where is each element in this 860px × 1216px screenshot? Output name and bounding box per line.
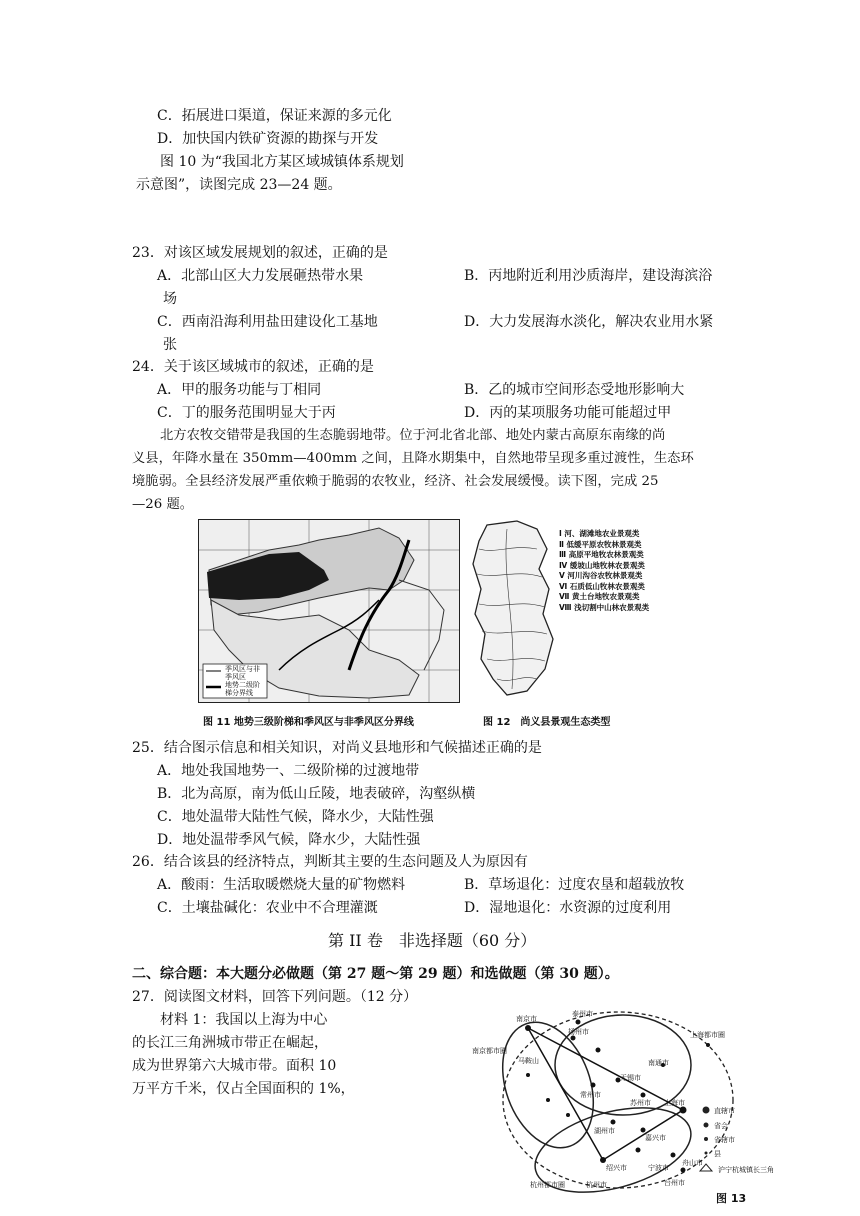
legend-item: 直辖市 — [714, 1107, 735, 1115]
q26-stem: 26．结合该县的经济特点，判断其主要的生态问题及人为原因有 — [132, 854, 528, 870]
option-d-top: D．加快国内铁矿资源的勘探与开发 — [157, 131, 379, 147]
figure-13-caption: 图 13 — [716, 1192, 747, 1205]
legend-item: 沪宁杭城镇长三角 — [718, 1166, 774, 1174]
q25-option-b: B．北为高原，南为低山丘陵，地表破碎，沟壑纵横 — [157, 786, 476, 802]
city-label: 上海都市圈 — [690, 1031, 725, 1039]
shangyi-county-map — [467, 519, 557, 699]
intro-fig10-line2: 示意图”，读图完成 23—24 题。 — [136, 177, 342, 193]
q27-material-line1: 材料 1：我国以上海为中心 — [160, 1012, 328, 1028]
city-label: 舟山市 — [682, 1159, 703, 1167]
q25-option-d: D．地处温带季风气候，降水少，大陆性强 — [157, 832, 421, 848]
city-label: 绍兴市 — [606, 1164, 627, 1172]
city-label: 南通市 — [648, 1059, 669, 1067]
figure-11-map — [198, 519, 460, 703]
q27-material-line4: 万平方千米，仅占全国面积的 1%， — [132, 1081, 355, 1097]
city-label: 泰州市 — [572, 1010, 593, 1018]
city-label: 嘉兴市 — [645, 1134, 666, 1142]
figure-11-caption: 图 11 地势三级阶梯和季风区与非季风区分界线 — [203, 717, 414, 728]
q26-option-c: C．土壤盐碱化：农业中不合理灌溉 — [157, 900, 378, 916]
city-label: 南京都市圈 — [472, 1047, 507, 1055]
city-label: 马鞍山 — [518, 1057, 539, 1065]
q27-material-line3: 成为世界第六大城市带。面积 10 — [132, 1058, 337, 1074]
q24-option-b: B．乙的城市空间形态受地形影响大 — [464, 382, 685, 398]
fig12-legend-item: Ⅵ 石质低山牧林农景观类 — [559, 581, 645, 591]
passage-line3: 境脆弱。全县经济发展严重依赖于脆弱的农牧业，经济、社会发展缓慢。读下图，完成 25 — [132, 474, 659, 489]
q24-stem: 24．关于该区域城市的叙述，正确的是 — [132, 359, 374, 375]
option-c-top: C．拓展进口渠道，保证来源的多元化 — [157, 108, 392, 124]
legend-item: 省会 — [714, 1122, 728, 1130]
city-label: 台州市 — [664, 1179, 685, 1187]
q23-option-a-wrap: 场 — [163, 291, 177, 307]
q26-option-d: D．湿地退化：水资源的过度利用 — [464, 900, 672, 916]
q25-option-c: C．地处温带大陆性气候，降水少，大陆性强 — [157, 809, 434, 825]
city-label: 杭州市 — [586, 1181, 607, 1189]
fig11-legend-step: 地势二级阶梯分界线 — [225, 681, 260, 697]
figure-13-map — [468, 990, 798, 1204]
section-2-title: 第 II 卷 非选择题（60 分） — [328, 931, 537, 950]
city-label: 宁波市 — [648, 1164, 669, 1172]
q23-option-a: A．北部山区大力发展砸热带水果 — [157, 268, 364, 284]
city-label: 南京市 — [516, 1015, 537, 1023]
q24-option-d: D．丙的某项服务功能可能超过甲 — [464, 405, 672, 421]
city-label: 扬州市 — [568, 1028, 589, 1036]
city-label: 湖州市 — [594, 1127, 615, 1135]
q25-stem: 25．结合图示信息和相关知识，对尚义县地形和气候描述正确的是 — [132, 740, 542, 756]
q23-option-b: B．丙地附近利用沙质海岸，建设海滨浴 — [464, 268, 713, 284]
city-label: 无锡市 — [620, 1074, 641, 1082]
intro-fig10-line1: 图 10 为“我国北方某区域城镇体系规划 — [160, 154, 404, 170]
q27-material-line2: 的长江三角洲城市带正在崛起， — [132, 1035, 328, 1051]
fig12-legend-item: Ⅴ 河川沟谷农牧林景观类 — [559, 571, 643, 580]
passage-line2: 义县，年降水量在 350mm—400mm 之间，且降水期集中，自然地带呈现多重过渡性，生态环 — [132, 451, 694, 466]
figure-12-map — [467, 519, 677, 707]
q26-option-a: A．酸雨：生活取暖燃烧大量的矿物燃料 — [157, 877, 406, 893]
passage-line1: 北方农牧交错带是我国的生态脆弱地带。位于河北省北部、地处内蒙古高原东南缘的尚 — [160, 428, 666, 443]
city-label: 上海市 — [664, 1099, 685, 1107]
fig12-legend-item: Ⅷ 浅切割中山林农景观类 — [559, 602, 650, 612]
fig12-legend — [559, 529, 649, 613]
fig11-legend-monsoon: 季风区与非季风区 — [225, 665, 260, 681]
q26-option-b: B．草场退化：过度农垦和超载放牧 — [464, 877, 685, 893]
q23-option-c: C．西南沿海利用盐田建设化工基地 — [157, 314, 378, 330]
q23-option-d: D．大力发展海水淡化，解决农业用水紧 — [464, 314, 714, 330]
q25-option-a: A．地处我国地势一、二级阶梯的过渡地带 — [157, 763, 420, 779]
fig12-legend-item: Ⅶ 黄土台地牧农景观类 — [559, 592, 640, 601]
q23-option-c-wrap: 张 — [163, 337, 177, 353]
legend-item: 省辖市 — [714, 1136, 735, 1144]
fig12-legend-item: Ⅲ 高原平地牧农林景观类 — [559, 550, 644, 559]
q24-option-a: A．甲的服务功能与丁相同 — [157, 382, 322, 398]
city-label: 杭州都市圈 — [530, 1181, 565, 1189]
fig12-legend-item: Ⅳ 缓坡山地牧林农景观类 — [559, 560, 645, 570]
section-2-heading: 二、综合题：本大题分必做题（第 27 题～第 29 题）和选做题（第 30 题）。 — [132, 966, 619, 982]
legend-item: 县 — [714, 1150, 721, 1158]
city-label: 苏州市 — [630, 1099, 651, 1107]
passage-line4: —26 题。 — [132, 497, 194, 512]
city-label: 常州市 — [580, 1091, 601, 1099]
q27-stem: 27．阅读图文材料，回答下列问题。（12 分） — [132, 989, 418, 1005]
figure-12-caption: 图 12 尚义县景观生态类型 — [483, 717, 611, 728]
q24-option-c: C．丁的服务范围明显大于丙 — [157, 405, 336, 421]
fig12-legend-item: Ⅱ 低缓平原农牧林景观类 — [559, 539, 642, 549]
q23-stem: 23．对该区域发展规划的叙述，正确的是 — [132, 245, 388, 261]
fig12-legend-item: Ⅰ 河、湖滩地农业景观类 — [559, 529, 640, 538]
